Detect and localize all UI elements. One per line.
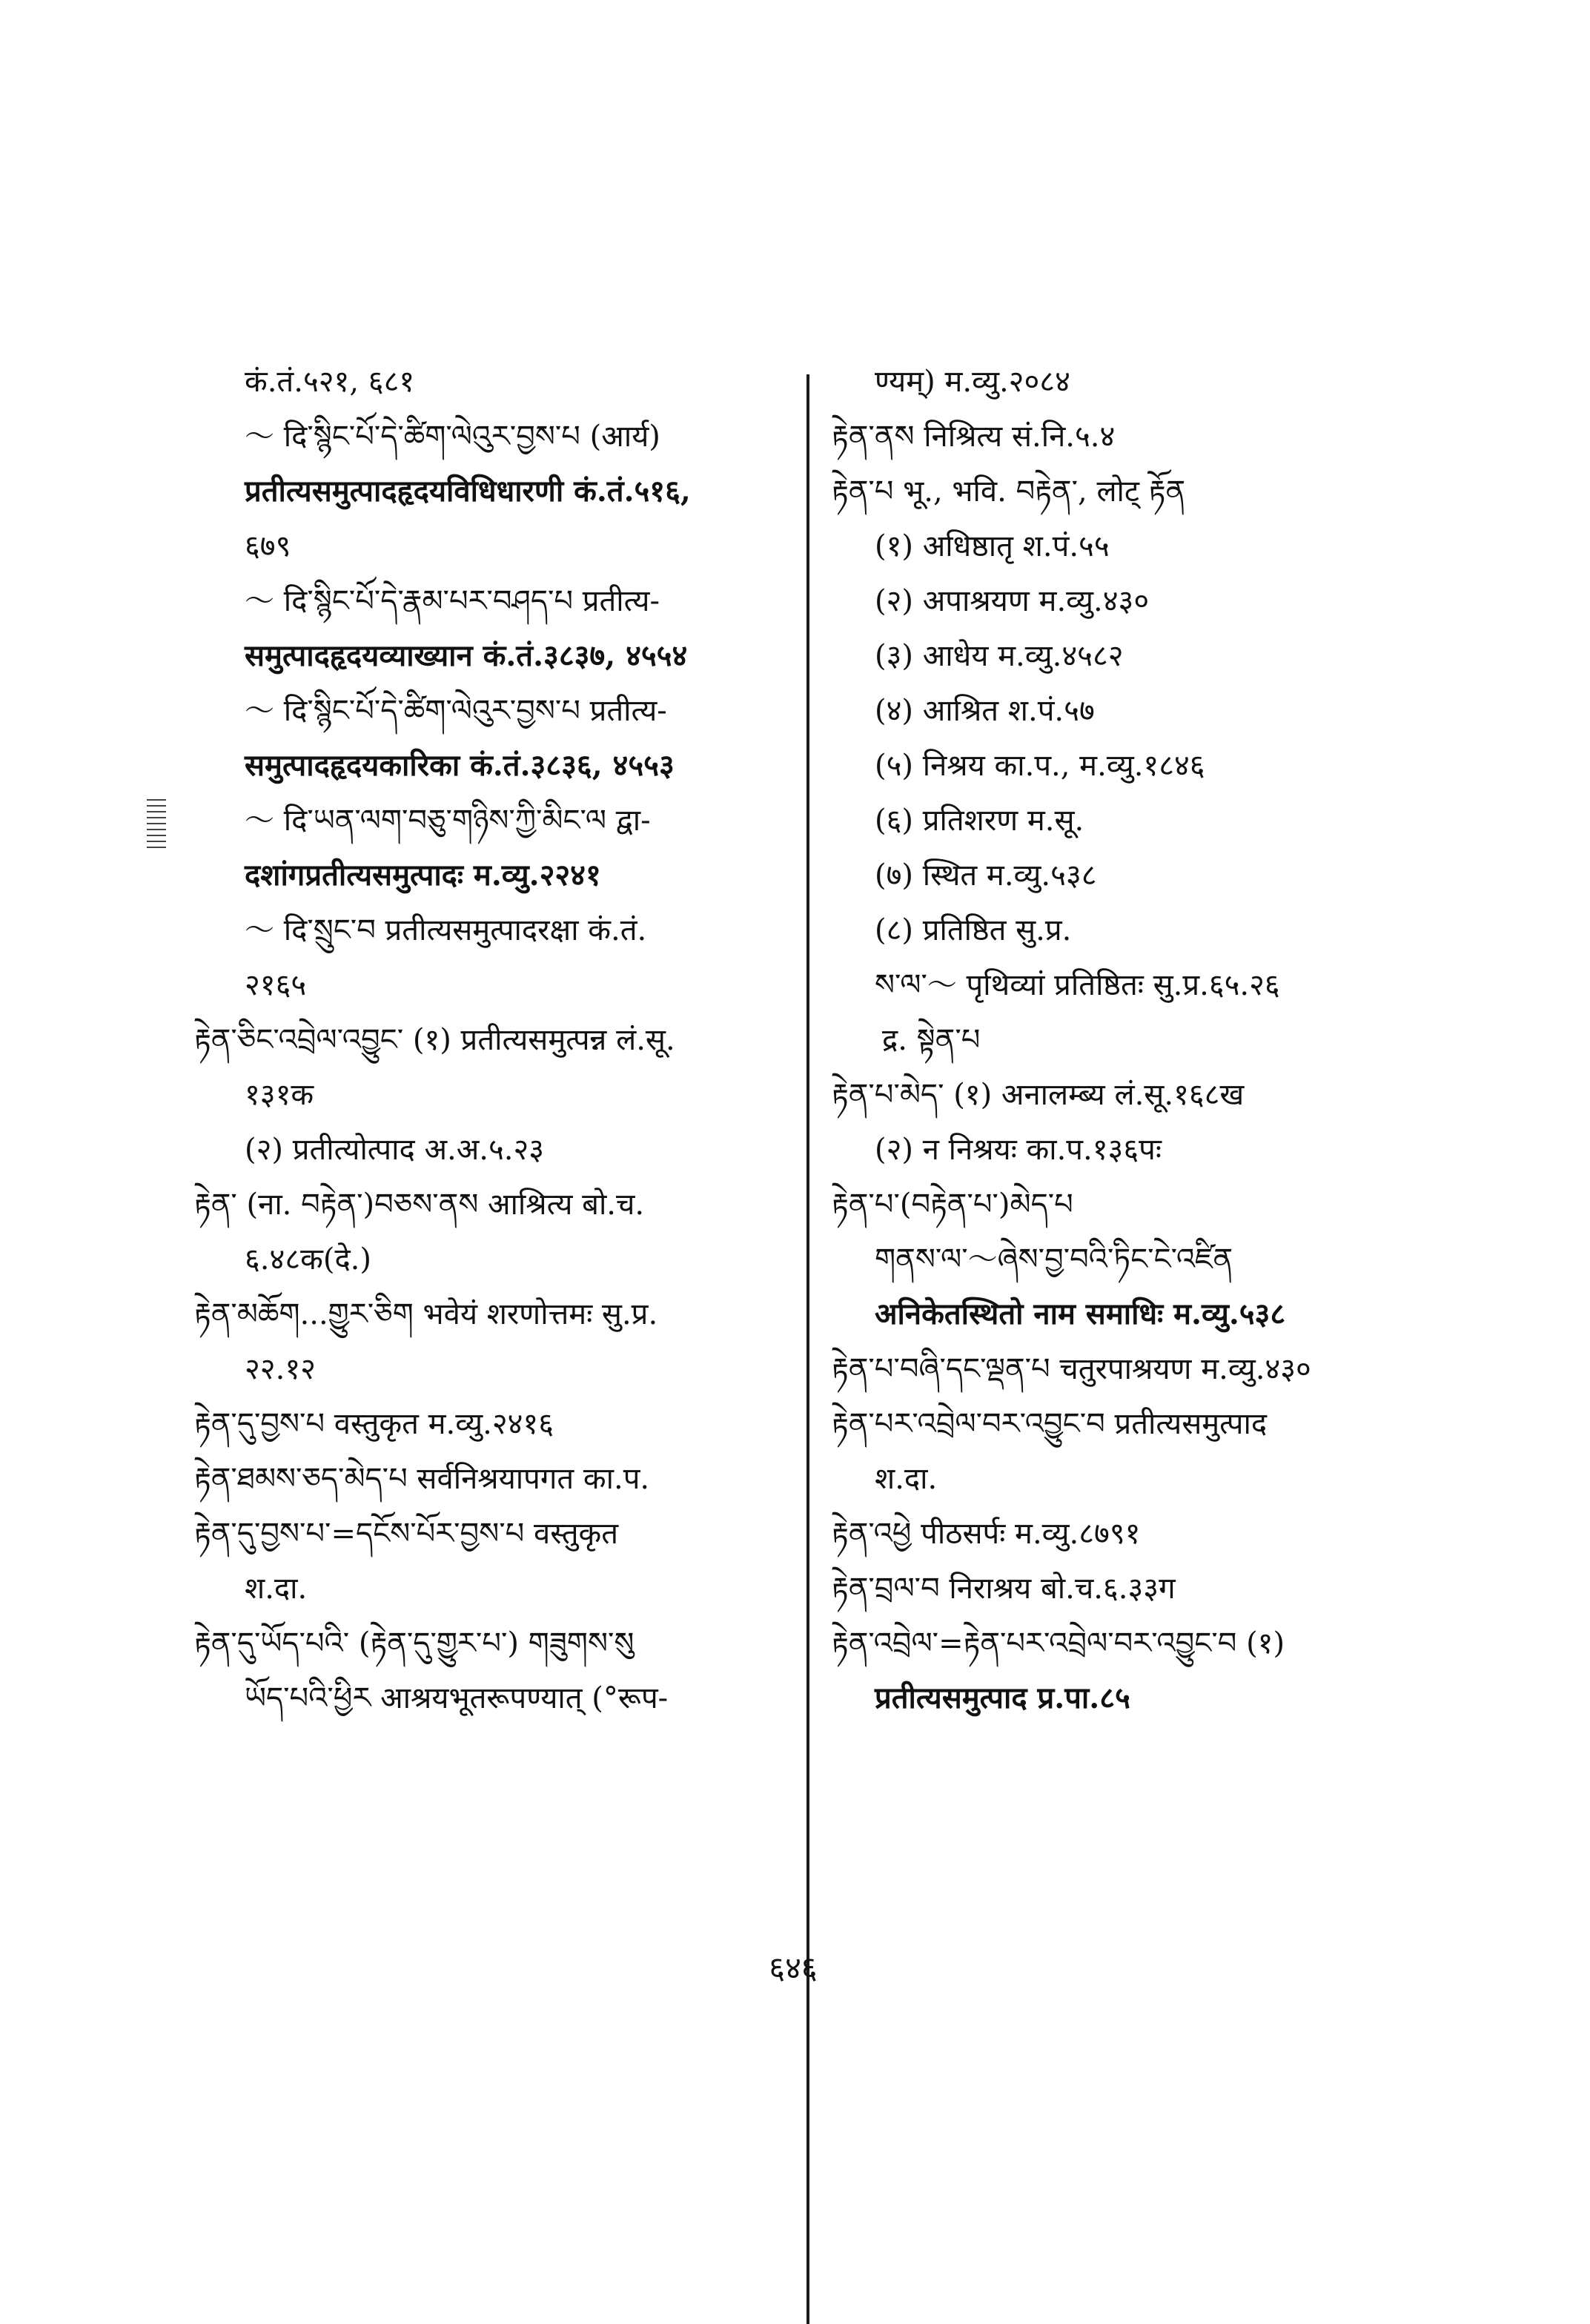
- column-divider: [806, 374, 809, 2324]
- entry-headword-line: རྟེན་ཅིང་འབྲེལ་འབྱུང་ (१) प्रतीत्यसमुत्पन्न लं.सू.: [194, 1023, 675, 1057]
- entry-line: ས་ལ་～ पृथिव्यां प्रतिष्ठितः सु.प्र.६५.२६: [875, 968, 1280, 1002]
- entry-line: प्रतीत्यसमुत्पाद प्र.पा.८५: [875, 1681, 1130, 1715]
- entry-headword-line: རྟེན་དུ་བྱས་པ वस्तुकृत म.व्यु.२४१६: [194, 1407, 554, 1441]
- entry-line: समुत्पादहृदयव्याख्यान कं.तं.३८३७, ४५५४: [245, 638, 688, 673]
- entry-headword-line: རྟེན་དུ་བྱས་པ་=དངོས་པོར་བྱས་པ वस्तुकृत: [194, 1517, 619, 1551]
- entry-line: ～ दि་ཡན་ལག་བཅུ་གཉིས་ཀྱི་མིང་ལ द्वा-: [245, 804, 651, 838]
- entry-headword-line: རྟེན་འབྲེལ་=རྟེན་པར་འབྲེལ་བར་འབྱུང་བ (१): [832, 1626, 1285, 1661]
- entry-headword-line: རྟེན་པར་འབྲེལ་བར་འབྱུང་བ प्रतीत्यसमुत्पाद: [832, 1407, 1268, 1441]
- entry-line: कं.तं.५२१, ६८१: [245, 365, 415, 399]
- entry-headword-line: རྟེན་འཕྱེ पीठसर्पः म.व्यु.८७९१: [832, 1517, 1141, 1551]
- entry-line: समुत्पादहृदयकारिका कं.तं.३८३६, ४५५३: [245, 748, 675, 783]
- entry-sense-line: (५) निश्रय का.प., म.व्यु.१८४६: [875, 749, 1205, 783]
- entry-headword-line: རྟེན་ནས निश्रित्य सं.नि.५.४: [832, 420, 1116, 454]
- entry-sense-line: (६) प्रतिशरण म.सू.: [875, 804, 1084, 838]
- entry-line: २१६५: [245, 968, 307, 1002]
- entry-line: द्र. སྟེན་པ: [882, 1023, 981, 1057]
- entry-line: ६७९: [245, 529, 291, 563]
- entry-headword-line: རྟེན་པ་(བརྟེན་པ་)མེད་པ: [832, 1188, 1073, 1222]
- entry-sense-line: (७) स्थित म.व्यु.५३८: [875, 858, 1097, 893]
- entry-headword-line: རྟེན་པ་མེད་ (१) अनालम्ब्य लं.सू.१६८ख: [832, 1078, 1245, 1112]
- entry-headword-line: རྟེན་པ भू., भवि. བརྟེན་, लोट् རྟོན: [832, 474, 1186, 509]
- entry-headword-line: རྟེན་ཐམས་ཅད་མེད་པ सर्वनिश्रयापगत का.प.: [194, 1462, 650, 1496]
- entry-line: (२) प्रतीत्योत्पाद अ.अ.५.२३: [245, 1133, 545, 1167]
- entry-headword-line: རྟེན་བྲལ་བ निराश्रय बो.च.६.३३ग: [832, 1572, 1176, 1606]
- entry-line: ～ दि་སྙིང་པོ་དེ་ཚིག་ལེའུར་བྱས་པ प्रतीत्य-: [245, 694, 667, 728]
- right-column: [832, 354, 1410, 1726]
- entry-headword-line: རྟེན་མཆོག...གྱུར་ཅིག भवेयं शरणोत्तमः सु.प्र.: [194, 1297, 658, 1331]
- entry-line: प्रतीत्यसमुत्पादहृदयविधिधारणी कं.तं.५१६,: [245, 474, 691, 509]
- entry-line: ～ दि་སྙིང་པོ་དེ་རྣམ་པར་བཤད་པ प्रतीत्य-: [245, 584, 660, 618]
- entry-line: दशांगप्रतीत्यसमुत्पादः म.व्यु.२२४१: [245, 858, 601, 893]
- entry-headword-line: རྟེན་ (ना. བརྟེན་)བཅས་ནས आश्रित्य बो.च.: [194, 1188, 645, 1222]
- entry-line: གནས་ལ་～ཞེས་བྱ་བའི་ཏིང་ངེ་འཛིན: [875, 1242, 1233, 1277]
- entry-line: ६.४८क(दे.): [245, 1242, 372, 1277]
- entry-line: २२.१२: [245, 1352, 316, 1386]
- left-column: [194, 354, 787, 1726]
- entry-headword-line: རྟེན་པ་བཞི་དང་ལྡན་པ चतुरपाश्रयण म.व्यु.४३०: [832, 1352, 1311, 1386]
- entry-line: ཡོད་པའི་ཕྱིར आश्रयभूतरूपण्यात् (°रूप-: [245, 1681, 669, 1715]
- entry-line: ण्यम्) म.व्यु.२०८४: [875, 365, 1070, 399]
- entry-sense-line: (२) न निश्रयः का.प.१३६पः: [875, 1133, 1162, 1167]
- entry-sense-line: (४) आश्रित श.पं.५७: [875, 694, 1095, 728]
- entry-line: ～ दि་སྙིང་པོ་དེ་ཚིག་ལེའུར་བྱས་པ (आर्य): [245, 420, 660, 454]
- entry-line: अनिकेतस्थितो नाम समाधिः म.व्यु.५३८: [875, 1297, 1286, 1331]
- entry-line: ～ दि་སྲུང་བ प्रतीत्यसमुत्पादरक्षा कं.तं.: [245, 913, 647, 947]
- scan-edge-marks: [147, 799, 166, 851]
- entry-line: श.दा.: [245, 1572, 308, 1606]
- entry-sense-line: (८) प्रतिष्ठित सु.प्र.: [875, 913, 1072, 947]
- entry-line: श.दा.: [875, 1462, 938, 1496]
- entry-sense-line: (१) अधिष्ठातृ श.पं.५५: [875, 529, 1110, 563]
- page-number: ६४६: [769, 1950, 818, 1986]
- entry-line: १३१क: [245, 1078, 314, 1112]
- entry-sense-line: (३) आधेय म.व्यु.४५८२: [875, 639, 1124, 673]
- entry-headword-line: རྟེན་དུ་ཡོད་པའི་ (རྟེན་དུ་གྱུར་པ་) གཟུགས་སུ: [194, 1626, 635, 1661]
- entry-sense-line: (२) अपाश्रयण म.व्यु.४३०: [875, 584, 1150, 618]
